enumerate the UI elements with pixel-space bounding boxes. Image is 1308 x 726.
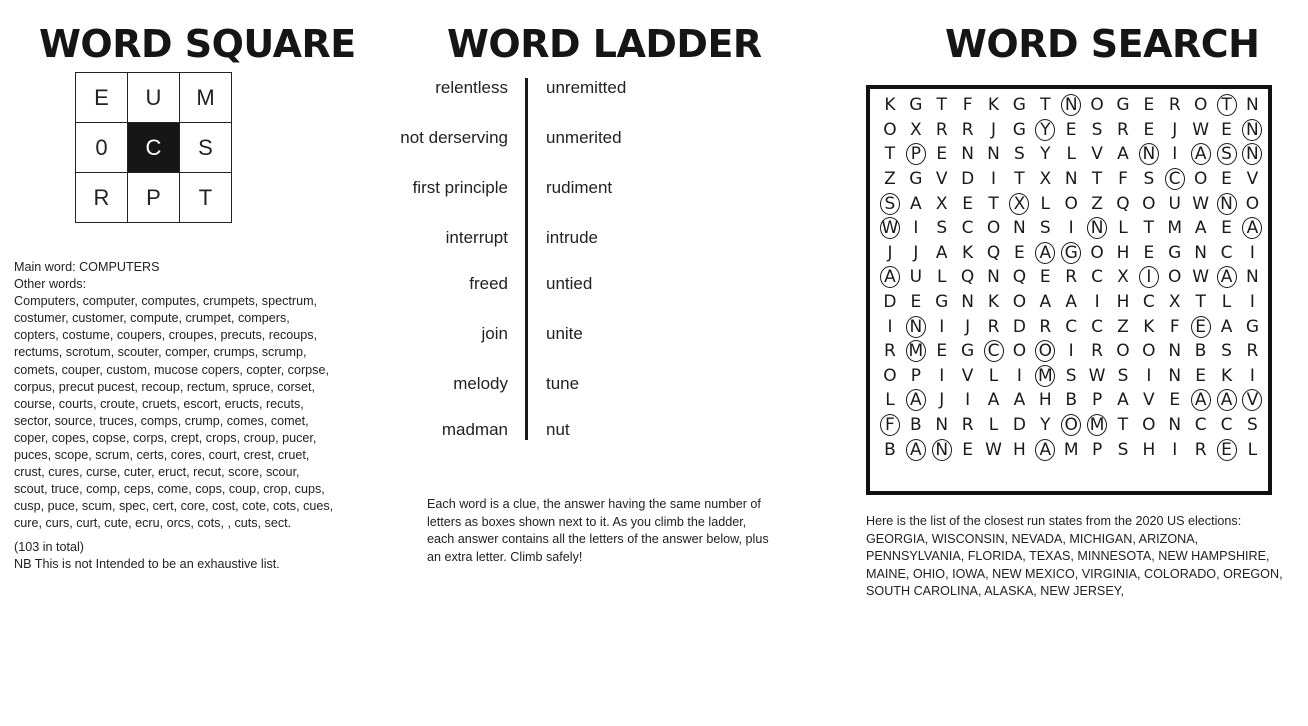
search-letter-circled[interactable]: O xyxy=(1058,413,1084,438)
word-list-states: GEORGIA, WISCONSIN, NEVADA, MICHIGAN, ARIZONA, PENNSYLVANIA, FLORIDA, TEXAS, MINNESOTA, NEW HAMPSHIRE, MAINE, OHIO, IOWA, NEW MEXICO, VIRGINIA, COLORADO, OREGON, SOUTH CAROLINA, ALASKA, NEW JERSEY, xyxy=(866,531,1283,599)
ladder-clue: interrupt xyxy=(445,228,508,247)
search-letter[interactable]: I xyxy=(1094,292,1100,313)
search-letter[interactable]: T xyxy=(884,144,896,165)
search-letter[interactable]: G xyxy=(909,169,923,190)
search-letter[interactable]: E xyxy=(962,193,973,214)
search-letter[interactable]: I xyxy=(1249,365,1255,386)
search-letter[interactable]: O xyxy=(1012,292,1027,313)
search-letter[interactable]: E xyxy=(1221,218,1232,239)
search-letter[interactable]: T xyxy=(1014,169,1025,190)
search-letter[interactable]: A xyxy=(1039,292,1052,313)
search-letter[interactable]: Y xyxy=(1040,144,1051,165)
search-letter[interactable]: O xyxy=(986,218,1001,239)
square-cell: C xyxy=(128,123,180,173)
ladder-answer: untied xyxy=(546,274,593,293)
search-letter[interactable]: F xyxy=(1169,316,1180,337)
search-letter[interactable]: N xyxy=(961,144,974,165)
ladder-answer: nut xyxy=(546,420,570,439)
search-letter[interactable]: V xyxy=(1091,144,1103,165)
search-letter-circled[interactable]: N xyxy=(929,437,955,462)
search-letter[interactable]: C xyxy=(961,218,974,239)
search-letter[interactable]: R xyxy=(1194,439,1207,460)
search-letter[interactable]: K xyxy=(962,242,974,263)
search-letter[interactable]: T xyxy=(988,193,999,214)
search-letter-circled[interactable]: M xyxy=(1084,413,1110,438)
search-letter[interactable]: V xyxy=(1246,169,1259,190)
square-cell: 0 xyxy=(76,123,128,173)
ladder-instructions: Each word is a clue, the answer having the same number of letters as boxes shown next to it. As you climb the ladder, each answer contains all the letters of the answer below, plus an extra letter. Climb safely! xyxy=(427,497,769,564)
ladder-divider xyxy=(525,78,528,440)
ladder-answer: tune xyxy=(546,374,580,393)
search-letter[interactable]: E xyxy=(1065,119,1077,140)
ladder-answer: intrude xyxy=(546,228,598,247)
search-letter[interactable]: E xyxy=(1221,119,1232,140)
search-letter[interactable]: D xyxy=(1012,316,1026,337)
ladder-clue: first principle xyxy=(412,178,508,197)
search-letter[interactable]: A xyxy=(1065,292,1077,313)
other-words-list: Computers, computer, computes, crumpets, spectrum, costumer, customer, compute, crumpet, compers, copters, costume, coupers, croupes, precuts, recoups, rectums, scrotum, scouter, comper, crumps, scrump, comets, couper, custom, mucose copers, copter, corpse, corpus, precut pucest, recoup, rectum, spruce, corset, course, courts, croute, cruets, escort, eructs, recuts, sector, source, truces, comps, crump, comes, comet, coper, copes, copse, corps, crept, crops, croup, pucer, puces, scope, scrum, certs, cores, court, crest, cruet, crust, cures, curse, cuter, eruct, recut, score, scour, scout, truce, comp, ceps, come, cops, coup, crop, cups, cusp, puce, scum, spec, cert, core, cost, cote, cots, cues, cure, curs, curt, cute, ecru, orcs, cots, , cuts, sect. xyxy=(14,294,334,531)
search-letter[interactable]: O xyxy=(1064,193,1078,214)
exhaustive-note: NB This is not Intended to be an exhaustive list. xyxy=(14,556,280,571)
search-letter[interactable]: A xyxy=(1220,316,1233,337)
search-letter[interactable]: H xyxy=(1013,439,1026,460)
search-letter-circled[interactable]: A xyxy=(903,388,929,413)
search-letter-circled[interactable]: A xyxy=(1188,388,1214,413)
search-letter[interactable]: A xyxy=(987,390,1000,411)
ladder-clue: madman xyxy=(441,420,508,439)
search-letter[interactable]: C xyxy=(1091,316,1103,337)
search-letter[interactable]: H xyxy=(1038,390,1052,411)
search-letter[interactable]: D xyxy=(883,292,897,313)
search-letter-circled[interactable]: N xyxy=(1084,216,1110,241)
search-letter[interactable]: I xyxy=(939,365,945,386)
search-letter[interactable]: L xyxy=(988,365,999,386)
search-letter[interactable]: P xyxy=(910,365,921,386)
search-letter[interactable]: X xyxy=(935,193,948,214)
search-letter[interactable]: A xyxy=(935,242,948,263)
search-letter[interactable]: R xyxy=(1246,341,1259,362)
search-letter[interactable]: O xyxy=(1090,242,1104,263)
search-letter[interactable]: W xyxy=(1192,119,1210,140)
search-letter[interactable]: R xyxy=(987,316,1000,337)
search-letter[interactable]: G xyxy=(1012,95,1026,116)
search-letter[interactable]: T xyxy=(1195,292,1206,313)
search-letter[interactable]: X xyxy=(1039,169,1052,190)
search-letter-circled[interactable]: Y xyxy=(1032,118,1058,143)
square-cell: M xyxy=(180,73,232,123)
search-letter[interactable]: N xyxy=(1168,341,1182,362)
search-letter[interactable]: Q xyxy=(960,267,975,288)
search-letter[interactable]: O xyxy=(1142,193,1156,214)
search-letter[interactable]: R xyxy=(1091,341,1103,362)
search-letter[interactable]: F xyxy=(1118,169,1128,190)
search-letter[interactable]: O xyxy=(1193,169,1208,190)
search-letter[interactable]: E xyxy=(936,341,948,362)
search-letter[interactable]: H xyxy=(1142,439,1156,460)
search-letter[interactable]: T xyxy=(1143,218,1155,239)
search-letter-circled[interactable]: T xyxy=(1214,93,1240,118)
search-letter[interactable]: O xyxy=(1245,193,1260,214)
search-letter[interactable]: S xyxy=(1247,415,1258,436)
search-letter[interactable]: X xyxy=(1168,292,1181,313)
word-search-box xyxy=(866,85,1272,495)
search-letter[interactable]: G xyxy=(1012,119,1026,140)
search-letter-circled[interactable]: N xyxy=(1239,118,1265,143)
word-list-intro: Here is the list of the closest run states from the 2020 US elections: xyxy=(866,514,1242,528)
search-letter[interactable]: N xyxy=(987,267,1000,288)
word-square-solutions xyxy=(14,259,334,573)
search-letter[interactable]: N xyxy=(987,144,1000,165)
square-cell: S xyxy=(180,123,232,173)
search-letter[interactable]: E xyxy=(1221,169,1232,190)
search-letter[interactable]: R xyxy=(961,119,974,140)
word-square-title: WORD SQUARE xyxy=(39,22,356,66)
search-letter[interactable]: E xyxy=(1039,267,1051,288)
search-letter[interactable]: L xyxy=(885,390,895,411)
search-letter-circled[interactable]: X xyxy=(1006,191,1032,216)
search-letter-circled[interactable]: A xyxy=(903,437,929,462)
search-letter[interactable]: C xyxy=(1091,267,1103,288)
ladder-answer: unremitted xyxy=(546,78,627,97)
search-letter[interactable]: D xyxy=(1012,415,1026,436)
search-letter[interactable]: P xyxy=(1091,390,1103,411)
search-letter[interactable]: U xyxy=(909,267,923,288)
search-letter[interactable]: G xyxy=(1116,95,1130,116)
search-letter[interactable]: T xyxy=(936,95,947,116)
search-letter-circled[interactable]: N xyxy=(1136,142,1162,167)
search-letter[interactable]: S xyxy=(936,218,948,239)
search-letter[interactable]: A xyxy=(1117,144,1129,165)
search-letter[interactable]: O xyxy=(883,365,897,386)
search-letter[interactable]: J xyxy=(1172,119,1178,140)
search-letter[interactable]: E xyxy=(936,144,948,165)
search-letter[interactable]: G xyxy=(1168,242,1182,263)
ladder-answer: rudiment xyxy=(546,178,613,197)
search-letter[interactable]: O xyxy=(1090,95,1104,116)
search-letter[interactable]: I xyxy=(1172,439,1178,460)
search-letter[interactable]: H xyxy=(1116,292,1130,313)
search-letter[interactable]: U xyxy=(1168,193,1181,214)
search-letter[interactable]: E xyxy=(1143,242,1155,263)
search-letter[interactable]: V xyxy=(935,169,948,190)
search-letter[interactable]: R xyxy=(1117,119,1129,140)
search-letter[interactable]: T xyxy=(1091,169,1103,190)
search-letter[interactable]: I xyxy=(1146,365,1152,386)
search-letter[interactable]: L xyxy=(1247,439,1258,460)
search-letter-circled[interactable]: N xyxy=(903,314,929,339)
search-letter[interactable]: C xyxy=(1065,316,1078,337)
search-letter[interactable]: O xyxy=(1168,267,1182,288)
search-letter[interactable]: G xyxy=(961,341,975,362)
search-letter[interactable]: I xyxy=(1016,365,1022,386)
search-letter[interactable]: L xyxy=(1040,193,1051,214)
search-letter-circled[interactable]: A xyxy=(1214,265,1240,290)
search-letter[interactable]: Z xyxy=(1091,193,1103,214)
ladder-clue: freed xyxy=(469,274,508,293)
search-letter[interactable]: N xyxy=(935,415,949,436)
search-letter[interactable]: I xyxy=(1068,218,1074,239)
search-letter[interactable]: D xyxy=(961,169,975,190)
search-letter[interactable]: O xyxy=(1142,341,1156,362)
search-letter[interactable]: N xyxy=(1064,169,1078,190)
search-letter-circled[interactable]: A xyxy=(1214,388,1240,413)
search-letter[interactable]: S xyxy=(1065,365,1077,386)
search-letter[interactable]: N xyxy=(1168,365,1182,386)
search-letter[interactable]: S xyxy=(1117,365,1129,386)
search-letter[interactable]: Q xyxy=(986,242,1001,263)
search-letter[interactable]: B xyxy=(884,439,896,460)
search-letter[interactable]: N xyxy=(1246,267,1259,288)
search-letter[interactable]: N xyxy=(1194,242,1207,263)
search-letter[interactable]: I xyxy=(913,218,919,239)
search-letter[interactable]: I xyxy=(887,316,893,337)
search-letter[interactable]: W xyxy=(1192,267,1210,288)
search-letter-circled[interactable]: A xyxy=(1239,216,1265,241)
search-letter[interactable]: W xyxy=(985,439,1002,460)
ladder-answer: unite xyxy=(546,324,583,343)
ladder-clue: melody xyxy=(453,374,508,393)
search-letter[interactable]: S xyxy=(1091,119,1103,140)
search-letter[interactable]: O xyxy=(1012,341,1027,362)
search-letter-circled[interactable]: S xyxy=(1214,142,1240,167)
search-letter-circled[interactable]: G xyxy=(1058,241,1084,266)
word-search-title: WORD SEARCH xyxy=(945,22,1260,66)
search-letter-circled[interactable]: M xyxy=(903,339,929,364)
search-letter[interactable]: S xyxy=(1221,341,1232,362)
search-letter[interactable]: R xyxy=(1039,316,1052,337)
search-letter-circled[interactable]: N xyxy=(1058,93,1084,118)
search-letter[interactable]: C xyxy=(1142,292,1155,313)
search-letter[interactable]: Q xyxy=(1012,267,1027,288)
search-letter[interactable]: K xyxy=(987,292,1000,313)
search-letter[interactable]: F xyxy=(962,95,973,116)
search-letter-circled[interactable]: C xyxy=(981,339,1007,364)
search-letter[interactable]: B xyxy=(1194,341,1207,362)
search-letter[interactable]: J xyxy=(965,316,971,337)
search-letter[interactable]: I xyxy=(1249,292,1255,313)
search-letter[interactable]: W xyxy=(1088,365,1106,386)
search-letter-circled[interactable]: S xyxy=(877,191,903,216)
word-search-grid xyxy=(877,93,1265,487)
main-word: Main word: COMPUTERS xyxy=(14,260,160,274)
search-letter[interactable]: J xyxy=(913,242,919,263)
search-letter-circled[interactable]: E xyxy=(1188,314,1214,339)
search-letter[interactable]: M xyxy=(1167,218,1183,239)
search-letter[interactable]: K xyxy=(1220,365,1233,386)
search-letter[interactable]: S xyxy=(1014,144,1025,165)
search-letter[interactable]: K xyxy=(1143,316,1155,337)
search-letter[interactable]: I xyxy=(965,390,971,411)
search-letter[interactable]: S xyxy=(1039,218,1051,239)
ladder-clue: not derserving xyxy=(400,128,508,147)
search-letter[interactable]: N xyxy=(1246,95,1259,116)
search-letter[interactable]: B xyxy=(910,415,922,436)
search-letter[interactable]: C xyxy=(1220,415,1233,436)
search-letter-circled[interactable]: E xyxy=(1214,437,1240,462)
search-letter[interactable]: L xyxy=(1066,144,1076,165)
search-letter[interactable]: L xyxy=(936,267,947,288)
search-letter[interactable]: A xyxy=(1013,390,1026,411)
search-letter-circled[interactable]: V xyxy=(1239,388,1265,413)
search-letter[interactable]: N xyxy=(1168,415,1182,436)
search-letter[interactable]: C xyxy=(1220,242,1233,263)
search-letter-circled[interactable]: A xyxy=(1032,437,1058,462)
search-letter-circled[interactable]: A xyxy=(877,265,903,290)
search-letter[interactable]: Y xyxy=(1040,415,1051,436)
search-letter[interactable]: E xyxy=(1169,390,1181,411)
search-letter[interactable]: C xyxy=(1194,415,1207,436)
search-letter[interactable]: S xyxy=(1143,169,1155,190)
search-letter[interactable]: G xyxy=(1245,316,1259,337)
search-letter[interactable]: E xyxy=(910,292,922,313)
search-letter[interactable]: B xyxy=(1065,390,1078,411)
search-letter-circled[interactable]: A xyxy=(1188,142,1214,167)
search-letter[interactable]: M xyxy=(1063,439,1079,460)
search-letter-circled[interactable]: C xyxy=(1162,167,1188,192)
ladder-answer: unmerited xyxy=(546,128,622,147)
search-letter[interactable]: R xyxy=(935,119,948,140)
search-letter-circled[interactable]: W xyxy=(877,216,903,241)
search-letter[interactable]: K xyxy=(987,95,1000,116)
ladder-clue: relentless xyxy=(435,78,508,97)
search-letter-circled[interactable]: N xyxy=(1239,142,1265,167)
total-count: (103 in total) xyxy=(14,539,85,554)
square-cell: E xyxy=(76,73,128,123)
search-letter[interactable]: L xyxy=(988,415,999,436)
search-letter[interactable]: I xyxy=(1068,341,1074,362)
search-letter[interactable]: Z xyxy=(884,169,896,190)
search-letter[interactable]: I xyxy=(991,169,997,190)
search-letter[interactable]: J xyxy=(939,390,945,411)
search-letter[interactable]: R xyxy=(884,341,896,362)
search-letter[interactable]: S xyxy=(1117,439,1129,460)
search-letter[interactable]: A xyxy=(910,193,922,214)
search-letter[interactable]: R xyxy=(1168,95,1181,116)
search-letter[interactable]: N xyxy=(1013,218,1026,239)
search-letter[interactable]: E xyxy=(1143,119,1155,140)
search-letter[interactable]: J xyxy=(991,119,997,140)
search-letter[interactable]: Q xyxy=(1116,193,1130,214)
search-letter[interactable]: O xyxy=(1193,95,1208,116)
search-letter[interactable]: O xyxy=(1116,341,1130,362)
search-letter[interactable]: V xyxy=(1143,390,1155,411)
search-letter[interactable]: T xyxy=(1040,95,1051,116)
search-letter[interactable]: K xyxy=(884,95,896,116)
search-letter-circled[interactable]: O xyxy=(1032,339,1058,364)
search-letter-circled[interactable]: M xyxy=(1032,364,1058,389)
search-letter[interactable]: A xyxy=(1117,390,1129,411)
word-ladder-title: WORD LADDER xyxy=(447,22,762,66)
square-cell: P xyxy=(128,173,180,223)
search-letter[interactable]: R xyxy=(1065,267,1078,288)
search-letter[interactable]: E xyxy=(1143,95,1155,116)
search-letter-circled[interactable]: F xyxy=(877,413,903,438)
search-letter[interactable]: X xyxy=(1117,267,1129,288)
search-letter[interactable]: L xyxy=(1221,292,1232,313)
search-letter[interactable]: R xyxy=(961,415,974,436)
search-letter-circled[interactable]: A xyxy=(1032,241,1058,266)
search-letter[interactable]: I xyxy=(1172,144,1178,165)
search-letter[interactable]: T xyxy=(1117,415,1129,436)
search-letter[interactable]: V xyxy=(961,365,974,386)
square-cell: T xyxy=(180,173,232,223)
search-letter[interactable]: J xyxy=(887,242,893,263)
search-letter[interactable]: A xyxy=(1194,218,1207,239)
search-letter[interactable]: E xyxy=(1014,242,1025,263)
search-letter[interactable]: P xyxy=(1091,439,1103,460)
search-letter[interactable]: G xyxy=(909,95,923,116)
search-letter[interactable]: G xyxy=(935,292,949,313)
search-letter-circled[interactable]: I xyxy=(1136,265,1162,290)
square-cell: R xyxy=(76,173,128,223)
square-cell: U xyxy=(128,73,180,123)
search-letter[interactable]: N xyxy=(961,292,974,313)
search-letter[interactable]: E xyxy=(1195,365,1206,386)
search-letter[interactable]: I xyxy=(939,316,945,337)
search-letter[interactable]: X xyxy=(910,119,922,140)
search-letter[interactable]: I xyxy=(1249,242,1255,263)
search-letter[interactable]: W xyxy=(1192,193,1210,214)
search-letter[interactable]: Z xyxy=(1117,316,1129,337)
ladder-clue: join xyxy=(481,324,508,343)
word-search-list xyxy=(866,513,1296,601)
search-letter-circled[interactable]: N xyxy=(1214,191,1240,216)
search-letter[interactable]: O xyxy=(883,119,897,140)
search-letter[interactable]: E xyxy=(962,439,973,460)
search-letter[interactable]: O xyxy=(1142,415,1156,436)
search-letter[interactable]: H xyxy=(1116,242,1130,263)
search-letter-circled[interactable]: P xyxy=(903,142,929,167)
other-words-label: Other words: xyxy=(14,277,87,292)
search-letter[interactable]: L xyxy=(1118,218,1128,239)
